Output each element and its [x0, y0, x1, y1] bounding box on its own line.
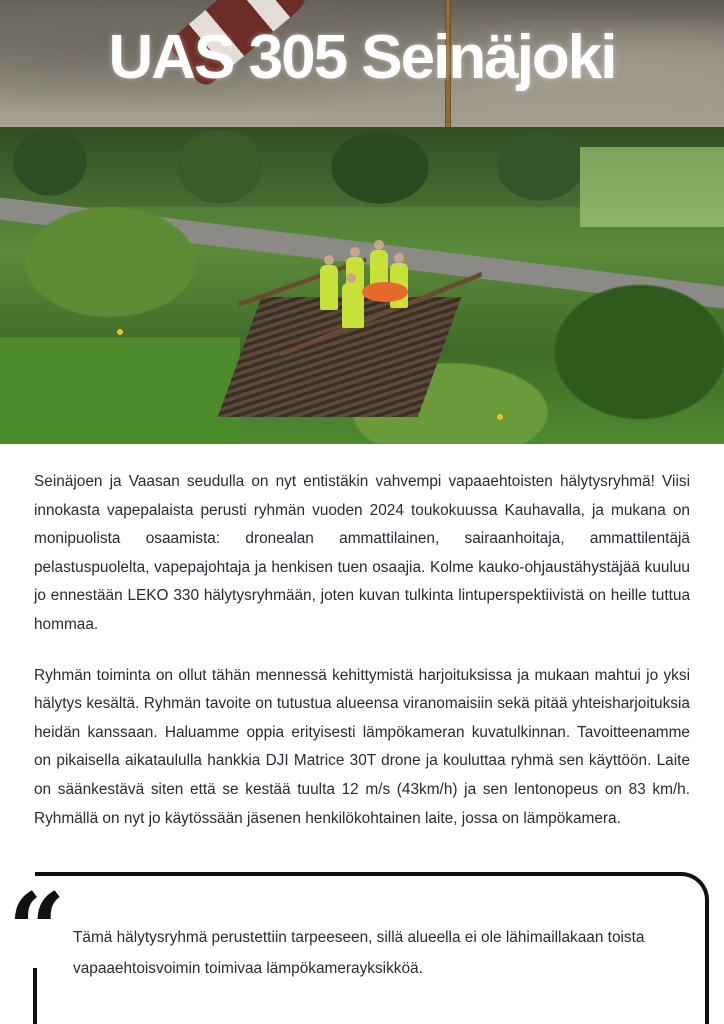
article-paragraph: Seinäjoen ja Vaasan seudulla on nyt entistäkin vahvempi vapaaehtoisten hälytysryhmä! Viisi innokasta vapepalaista perusti ryhmän vuoden 2024 toukokuussa Kauhavalla, ja mukana on monipuolista osaamista: dronealan ammattilainen, sairaanhoitaja, ammattilentäjä pelastuspuolelta, vapepajohtaja ja henkisen tuen osaajia. Kolme kauko-ohjaustähystäjää kuuluu jo ennestään LEKO 330 hälytysryhmään, joten kuvan tulkinta lintuperspektiivistä on heille tuttua hommaa.: [34, 473, 690, 633]
drone-landing-pad: [362, 282, 408, 302]
header-banner: [0, 0, 724, 127]
quote-mark-icon: “: [8, 871, 66, 989]
grass: [0, 337, 240, 444]
pull-quote: Tämä hälytysryhmä perustettiin tarpeeseen, sillä alueella ei ole lähimaillakaan toista vapaaehtoisvoimin toimivaa lämpökamerayksikköä.: [73, 929, 645, 977]
team-photo: [0, 127, 724, 444]
page-title: UAS 305 Seinäjoki: [108, 23, 616, 92]
volunteer: [342, 283, 364, 328]
article-body: [34, 468, 690, 855]
article-paragraph: Ryhmän toiminta on ollut tähän mennessä kehittymistä harjoituksissa ja mukaan mahtui jo yksi hälytys kesältä. Ryhmän tavoite on tutustua alueensa viranomaisiin sekä pitää yhteisharjoituksia heidän kanssaan. Haluamme oppia erityisesti lämpökameran kuvatulkinnan. Tavoitteenamme on pikaisella aikataululla hankkia DJI Matrice 30T drone ja kouluttaa ryhmä sen käyttöön. Laite on säänkestävä siten että se kestää tuulta 12 m/s (43km/h) ja sen lentonopeus on 83 km/h. Ryhmällä on nyt jo käytössään jäsenen henkilökohtainen laite, jossa on lämpökamera.: [34, 666, 690, 827]
volunteer: [320, 265, 338, 310]
